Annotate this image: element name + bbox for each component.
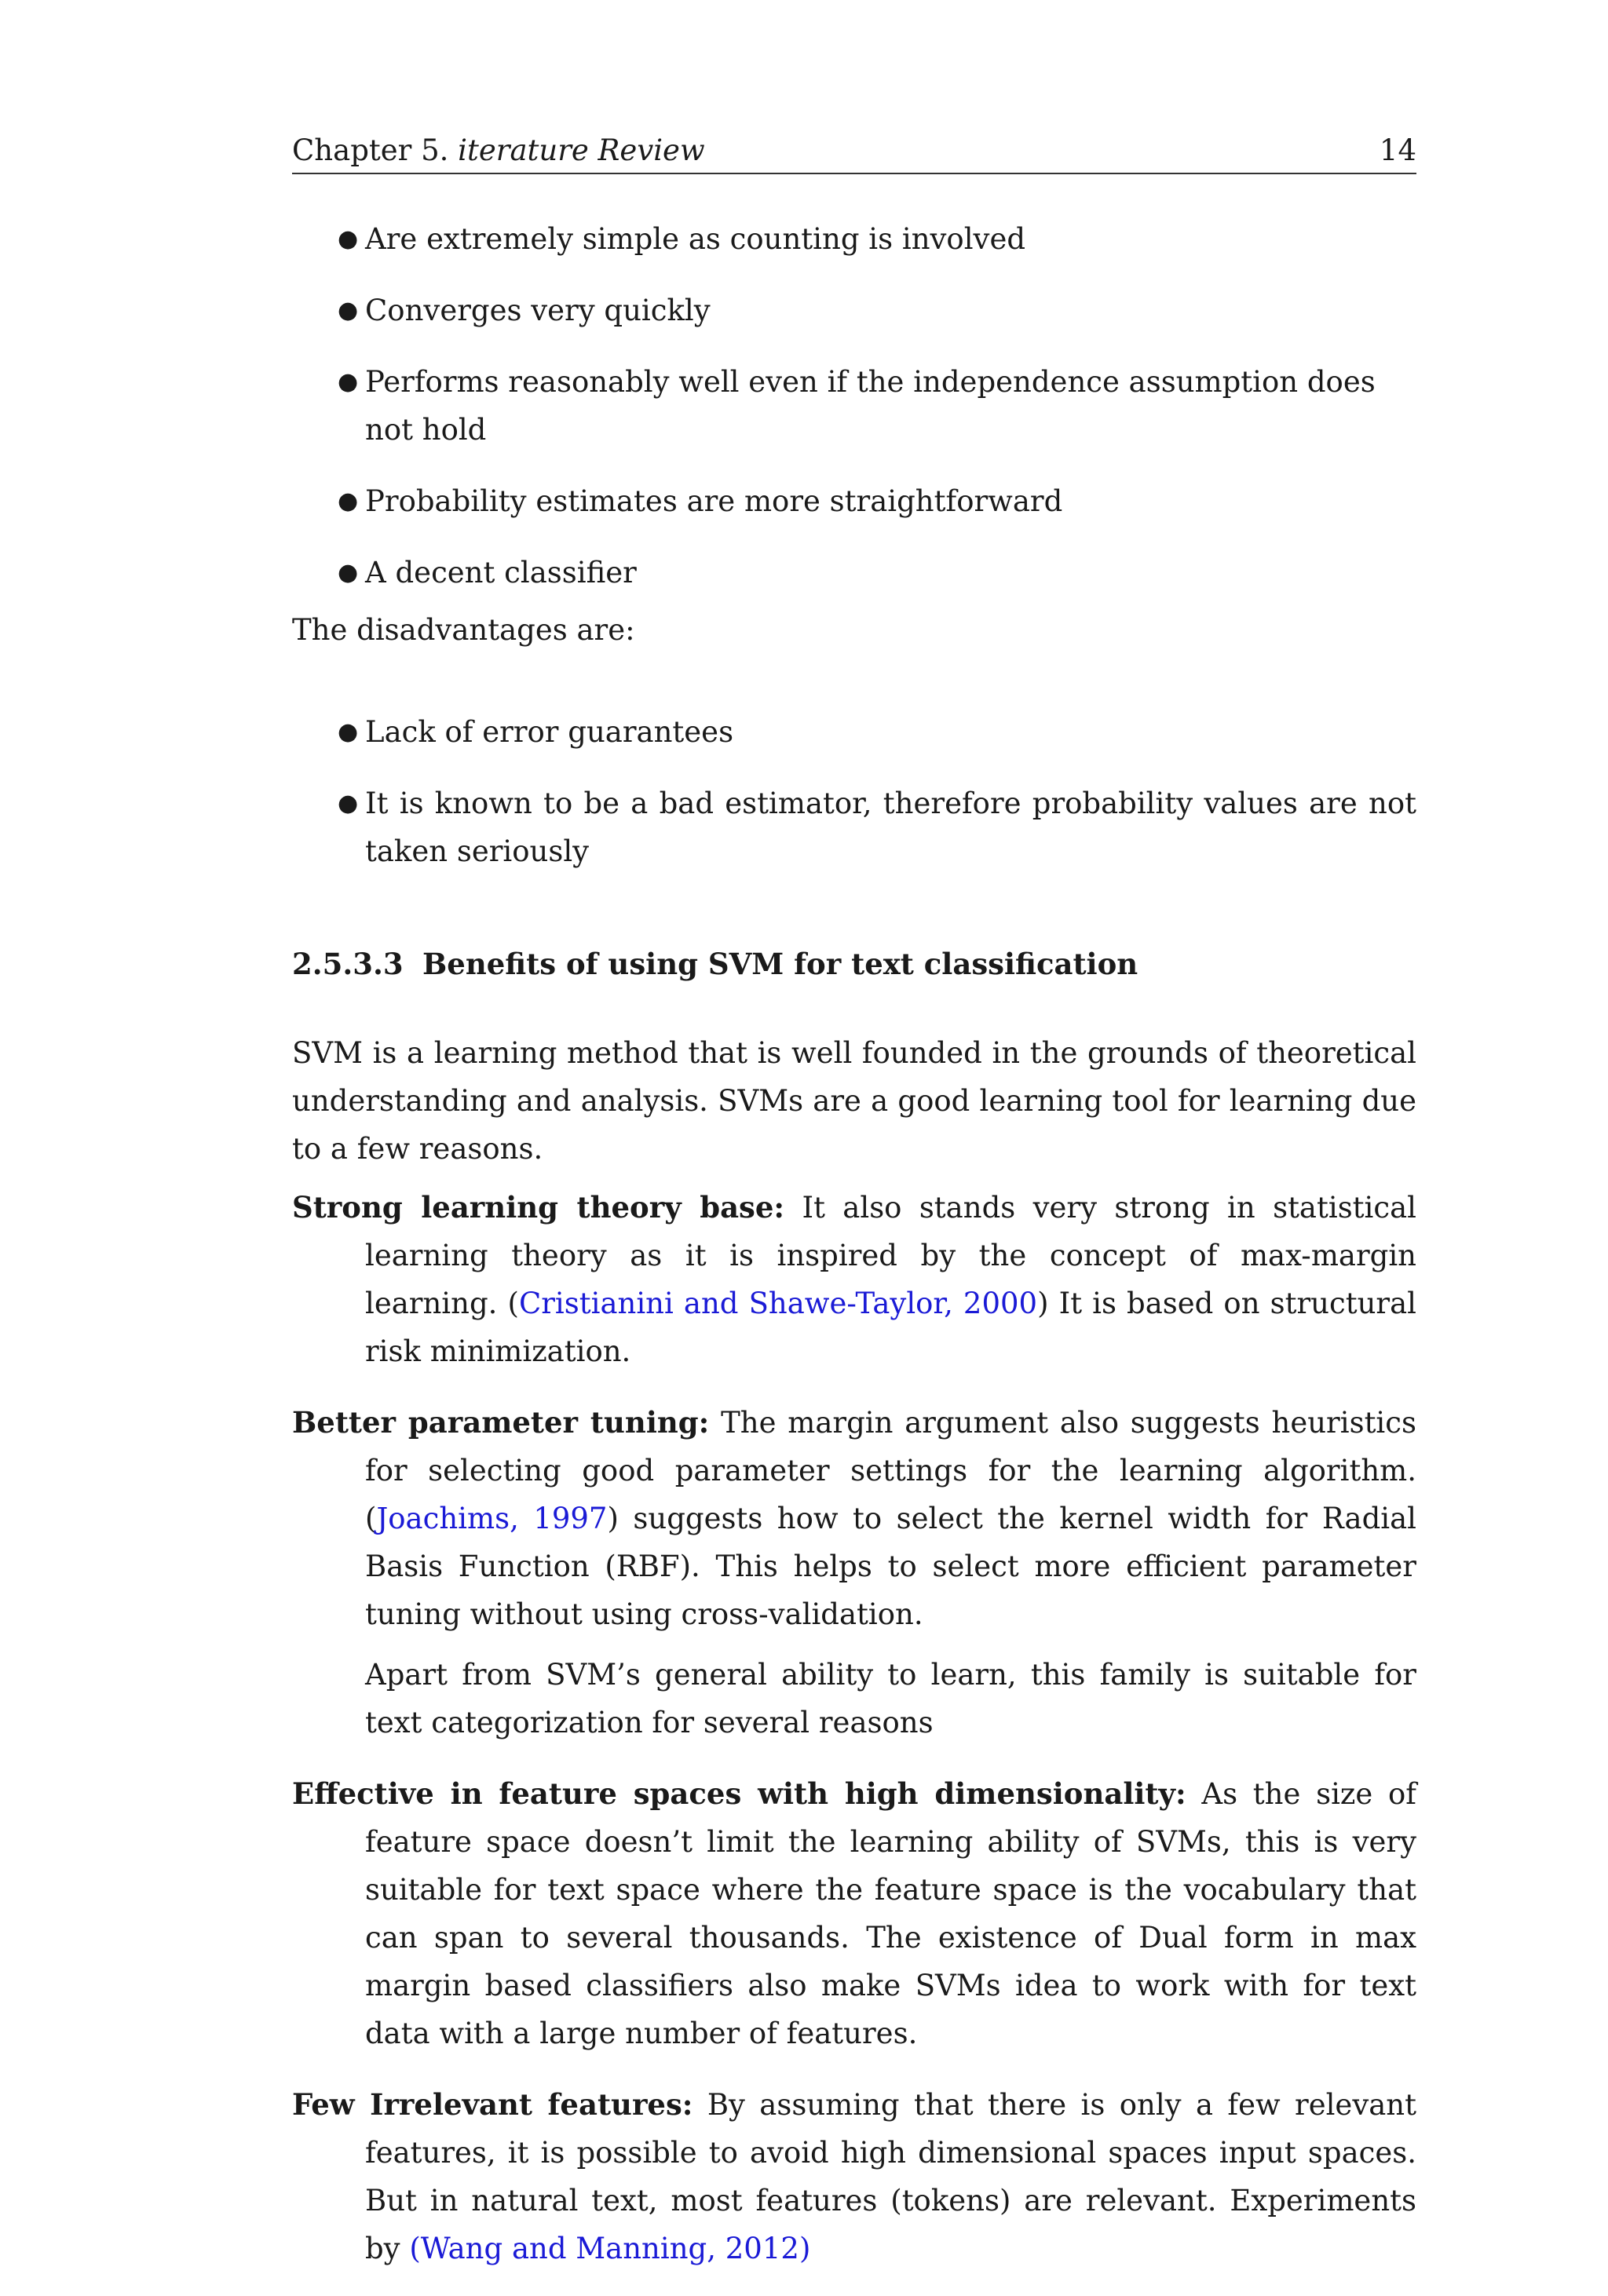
benefit-term: Few Irrelevant features: [292,2087,693,2122]
list-item-text: Probability estimates are more straightforward [365,484,1063,518]
svm-intro-paragraph: SVM is a learning method that is well founded in the grounds of theoretical understanding and analysis. SVMs are a good learning tool for learning due to a few reasons. [292,1036,1416,1166]
list-item-text: It is known to be a bad estimator, therefore probability values are not taken seriously [365,787,1416,868]
list-item-text: Are extremely simple as counting is involved [365,222,1026,256]
benefit-text: It also stands very strong in statistical learning theory as it is inspired by the concept of max-margin learning. ( [365,1191,1416,1320]
subsection-heading [292,940,1138,988]
list-item [292,287,1416,334]
benefit-followup-paragraph: Apart from SVM’s general ability to learn, this family is suitable for text categorization for several reasons [365,1658,1416,1739]
list-item [292,549,1416,597]
benefit-term: Strong learning theory base: [292,1190,785,1225]
bullet-icon: ● [338,368,359,396]
bullet-icon: ● [338,487,359,515]
chapter-label: Chapter 5. [292,133,449,167]
benefit-term: Better parameter tuning: [292,1405,710,1440]
citation-link[interactable]: (Wang and Manning, 2012) [409,2232,811,2265]
subsection-number: 2.5.3.3 [292,947,404,981]
list-item [292,477,1416,525]
list-item-text: Performs reasonably well even if the independence assumption does not hold [365,365,1376,447]
bullet-icon: ● [338,790,359,817]
chapter-title: iterature Review [458,133,705,167]
disadvantages-list [292,708,1416,899]
citation-link[interactable]: Cristianini and Shawe-Taylor, 2000 [518,1287,1038,1320]
benefit-text: ) suggests how to select the kernel width for Radial Basis Function (RBF). This helps to select more efficient parameter tuning without using cross-validation. [365,1502,1416,1631]
list-item [292,358,1416,454]
chapter-heading [292,130,705,171]
disadvantages-intro: The disadvantages are: [292,613,635,647]
benefit-high-dimensionality [292,1770,1416,2057]
list-item-text: A decent classifier [365,556,637,590]
citation-link[interactable]: Joachims, 1997 [376,1502,608,1535]
list-item [292,708,1416,756]
running-header [292,130,1416,174]
benefit-strong-learning-theory [292,1184,1416,1375]
benefits-description-list [292,1184,1416,2296]
benefit-few-irrelevant-features [292,2081,1416,2272]
benefit-term: Effective in feature spaces with high dimensionality: [292,1776,1186,1811]
benefit-parameter-tuning [292,1399,1416,1638]
bullet-icon: ● [338,718,359,746]
subsection-title: Benefits of using SVM for text classification [422,947,1138,981]
bullet-icon: ● [338,559,359,586]
advantages-list [292,215,1416,620]
benefit-text: The margin argument also suggests heuristics for selecting good parameter settings for the learning algorithm. ( [365,1406,1416,1535]
list-item-text: Converges very quickly [365,294,711,327]
document-page [292,0,1416,2273]
benefit-text: By assuming that there is only a few relevant features, it is possible to avoid high dimensional spaces input spaces. But in natural text, most features (tokens) are relevant. Experiments by [365,2088,1416,2265]
list-item [292,779,1416,875]
bullet-icon: ● [338,297,359,324]
benefit-text: ) It is based on structural risk minimization. [365,1287,1416,1368]
page-number: 14 [1379,133,1416,167]
list-item [292,215,1416,263]
benefit-text: As the size of feature space doesn’t limit the learning ability of SVMs, this is very suitable for text space where the feature space is the vocabulary that can span to several thousands. The existence of Dual form in max margin based classifiers also make SVMs idea to work with for text data with a large number of features. [365,1777,1416,2050]
list-item-text: Lack of error guarantees [365,715,734,749]
bullet-icon: ● [338,225,359,253]
